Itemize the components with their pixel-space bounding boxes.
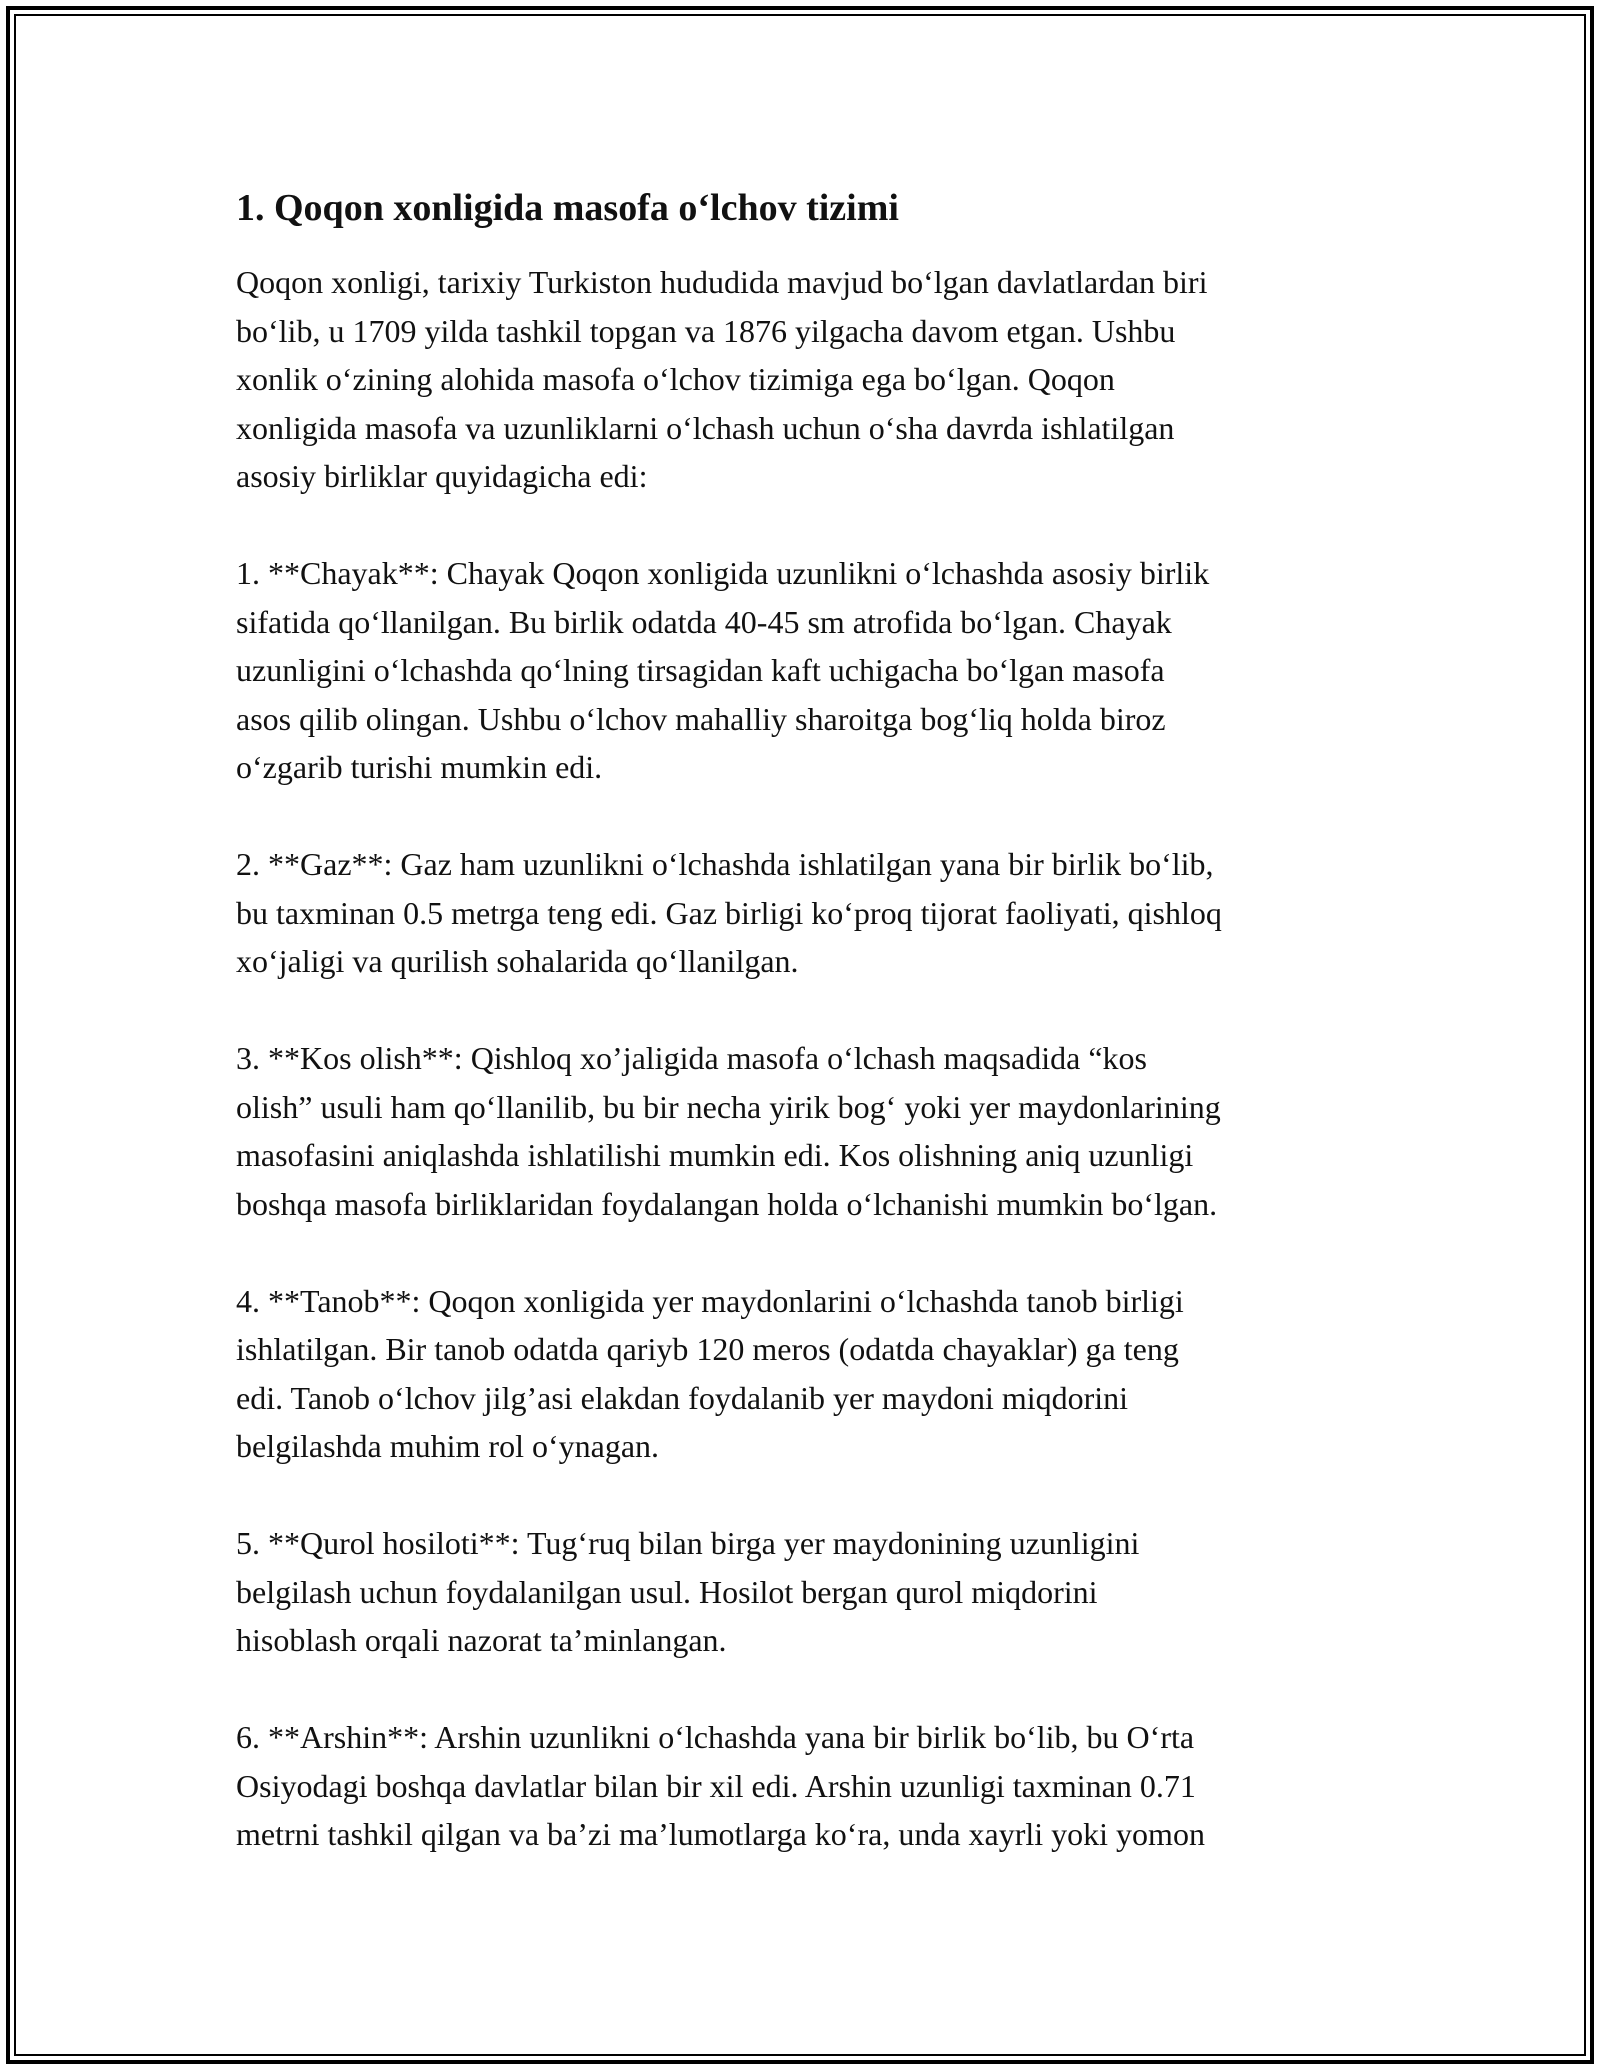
text-line: olish” usuli ham qo‘llanilib, bu bir necha yirik bog‘ yoki yer maydonlarining xyxy=(236,1088,1221,1125)
paragraph-gaz xyxy=(236,840,1376,986)
document-body xyxy=(236,184,1376,1907)
text-line: bu taxminan 0.5 metrga teng edi. Gaz birligi ko‘proq tijorat faoliyati, qishloq xyxy=(236,894,1222,931)
text-line: 5. **Qurol hosiloti**: Tug‘ruq bilan birga yer maydonining uzunligini xyxy=(236,1525,1140,1561)
text-line: 1. **Chayak**: Chayak Qoqon xonligida uzunlikni o‘lchashda asosiy birlik xyxy=(236,555,1210,591)
text-line: Osiyodagi boshqa davlatlar bilan bir xil edi. Arshin uzunligi taxminan 0.71 xyxy=(236,1767,1196,1804)
text-line: belgilashda muhim rol o‘ynagan. xyxy=(236,1428,660,1464)
text-line: boshqa masofa birliklaridan foydalangan holda o‘lchanishi mumkin bo‘lgan. xyxy=(236,1185,1218,1222)
paragraph-kos-olish xyxy=(236,1034,1376,1228)
text-line: 3. **Kos olish**: Qishloq xo’jaligida masofa o‘lchash maqsadida “kos xyxy=(236,1040,1147,1076)
text-line: o‘zgarib turishi mumkin edi. xyxy=(236,749,603,785)
text-line: 2. **Gaz**: Gaz ham uzunlikni o‘lchashda ishlatilgan yana bir birlik bo‘lib, xyxy=(236,846,1214,882)
paragraph-tanob xyxy=(236,1277,1376,1471)
text-line: ishlatilgan. Bir tanob odatda qariyb 120 meros (odatda chayaklar) ga teng xyxy=(236,1331,1179,1367)
text-line: 4. **Tanob**: Qoqon xonligida yer maydonlarini o‘lchashda tanob birligi xyxy=(236,1282,1184,1319)
text-line: belgilash uchun foydalanilgan usul. Hosilot bergan qurol miqdorini xyxy=(236,1573,1098,1610)
text-line: sifatida qo‘llanilgan. Bu birlik odatda 40-45 sm atrofida bo‘lgan. Chayak xyxy=(236,603,1172,640)
text-line: Qoqon xonligi, tarixiy Turkiston hududida mavjud bo‘lgan davlatlardan biri xyxy=(236,264,1208,300)
text-line: xo‘jaligi va qurilish sohalarida qo‘llanilgan. xyxy=(236,943,799,979)
text-line: asos qilib olingan. Ushbu o‘lchov mahalliy sharoitga bog‘liq holda biroz xyxy=(236,700,1166,737)
paragraph-intro xyxy=(236,258,1376,501)
text-line: xonligida masofa va uzunliklarni o‘lchash uchun o‘sha davrda ishlatilgan xyxy=(236,409,1175,446)
text-line: edi. Tanob o‘lchov jilg’asi elakdan foydalanib yer maydoni miqdorini xyxy=(236,1379,1129,1416)
text-line: asosiy birliklar quyidagicha edi: xyxy=(236,458,648,494)
text-line: xonlik o‘zining alohida masofa o‘lchov tizimiga ega bo‘lgan. Qoqon xyxy=(236,361,1115,397)
text-line: hisoblash orqali nazorat ta’minlangan. xyxy=(236,1622,727,1658)
text-line: bo‘lib, u 1709 yilda tashkil topgan va 1876 yilgacha davom etgan. Ushbu xyxy=(236,312,1176,349)
document-title: 1. Qoqon xonligida masofa o‘lchov tizimi xyxy=(236,187,899,229)
paragraph-chayak xyxy=(236,549,1376,792)
paragraph-qurol-hosiloti xyxy=(236,1519,1376,1665)
text-line: 6. **Arshin**: Arshin uzunlikni o‘lchashda yana bir birlik bo‘lib, bu O‘rta xyxy=(236,1719,1195,1755)
paragraph-arshin xyxy=(236,1713,1376,1859)
text-line: masofasini aniqlashda ishlatilishi mumkin edi. Kos olishning aniq uzunligi xyxy=(236,1137,1194,1173)
text-line: uzunligini o‘lchashda qo‘lning tirsagidan kaft uchigacha bo‘lgan masofa xyxy=(236,652,1165,688)
text-line: metrni tashkil qilgan va ba’zi ma’lumotlarga ko‘ra, unda xayrli yoki yomon xyxy=(236,1816,1205,1852)
